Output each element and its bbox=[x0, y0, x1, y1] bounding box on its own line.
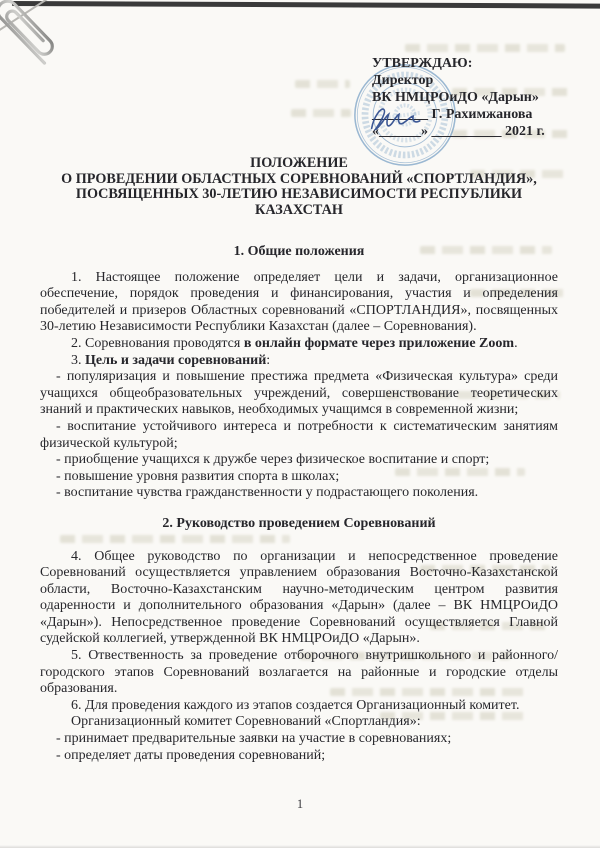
title-line-1: ПОЛОЖЕНИЕ bbox=[250, 155, 348, 171]
bleedthrough-ghost bbox=[405, 44, 565, 52]
goal-item-4: - повышение уровня развития спорта в школах; bbox=[56, 468, 340, 484]
scanner-edge bbox=[12, 1, 600, 9]
paperclip-icon bbox=[0, 0, 73, 78]
date-year: 2021 г. bbox=[501, 123, 545, 139]
paragraph-5: 5. Отвественность за проведение отборочного внутришкольного и районного/городского этапов Соревнований возлагается на районные и городские отделы образования. bbox=[40, 648, 558, 697]
paragraph-2-bold-text: в онлайн формате через приложение Zoom bbox=[243, 335, 515, 351]
section-2-heading: 2. Руководство проведением Соревнований bbox=[162, 515, 436, 531]
paragraph-2-text: 2. Соревнования проводятся bbox=[71, 335, 244, 351]
orgcom-item-1: - принимает предварительные заявки на участие в соревнованиях; bbox=[56, 731, 452, 747]
orgcom-item-2: - определяет даты проведения соревнований; bbox=[56, 747, 326, 763]
paragraph-7: Организационный комитет Соревнований «Спортландия»: bbox=[71, 714, 421, 730]
paragraph-6: 6. Для проведения каждого из этапов создается Организационный комитет. bbox=[71, 697, 520, 713]
bleedthrough-ghost bbox=[295, 80, 350, 88]
title-line-4: КАЗАХСТАН bbox=[255, 201, 343, 218]
paragraph-4: 4. Общее руководство по организации и непосредственное проведение Соревнований осуществляется управлением образования Восточно-Казахстанской области, Восточно-Казахстанским научно-методическим центром развития одаренности и дополнительного образования «Дарын» (далее – ВК НМЦРОиДО «Дарын»). Непосредственное проведение Соревнований осуществляется Главной судейской коллегией, утвержденной ВК НМЦРОиДО «Дарын». bbox=[40, 548, 558, 647]
approval-approve-label: УТВЕРЖДАЮ: bbox=[372, 56, 473, 71]
section-1-heading: 1. Общие положения bbox=[233, 244, 365, 259]
document-title bbox=[40, 156, 558, 218]
date-blank: __________ bbox=[431, 123, 502, 139]
paragraph-3 bbox=[40, 353, 558, 370]
approval-organization: ВК НМЦРОиДО «Дарын» bbox=[372, 89, 539, 105]
paragraph-2-period: . bbox=[514, 335, 518, 351]
paragraph-3-colon: : bbox=[266, 352, 271, 368]
approval-role: Директор bbox=[372, 72, 434, 88]
signature-icon bbox=[366, 102, 432, 136]
document-body bbox=[40, 244, 558, 764]
title-line-2: О ПРОВЕДЕНИИ ОБЛАСТНЫХ СОРЕВНОВАНИЙ «СПОРТЛАНДИЯ», bbox=[61, 170, 537, 187]
goal-item-2: - воспитание устойчивого интереса и потребности к систематическим занятиям физической культурой; bbox=[40, 418, 558, 451]
paragraph-1: 1. Настоящее положение определяет цели и задачи, организационное обеспечение, порядок проведения и финансирования, участия и определения победителей и призеров Областных соревнований «СПОРТЛАНДИЯ», посвященных 30-летию Независимости Республики Казахстан (далее – Соревнования). bbox=[40, 269, 558, 335]
bleedthrough-ghost bbox=[291, 109, 351, 117]
title-line-3: ПОСВЯЩЕННЫХ 30-ЛЕТИЮ НЕЗАВИСИМОСТИ РЕСПУБЛИКИ bbox=[75, 186, 523, 202]
goal-item-5: - воспитание чувства гражданственности у подрастающего поколения. bbox=[56, 485, 479, 501]
date-quote-blank: «______» bbox=[372, 123, 428, 139]
approval-block bbox=[372, 56, 545, 141]
approval-signatory: Г. Рахимжанова bbox=[428, 106, 533, 122]
paragraph-3-number: 3. bbox=[71, 352, 85, 368]
page-number: 1 bbox=[296, 797, 304, 811]
paragraph-2 bbox=[40, 336, 558, 353]
paragraph-3-bold-text: Цель и задачи соревнований bbox=[85, 352, 267, 368]
goal-item-1: - популяризация и повышение престижа предмета «Физическая культура» среди учащихся общеобразовательных учреждений, совершенствование теоретических знаний и практических навыков, необходимых учащимся в современной жизни; bbox=[40, 369, 558, 418]
signature-blank: ________ bbox=[372, 106, 428, 122]
goal-item-3: - приобщение учащихся к дружбе через физическое воспитание и спорт; bbox=[56, 452, 490, 468]
